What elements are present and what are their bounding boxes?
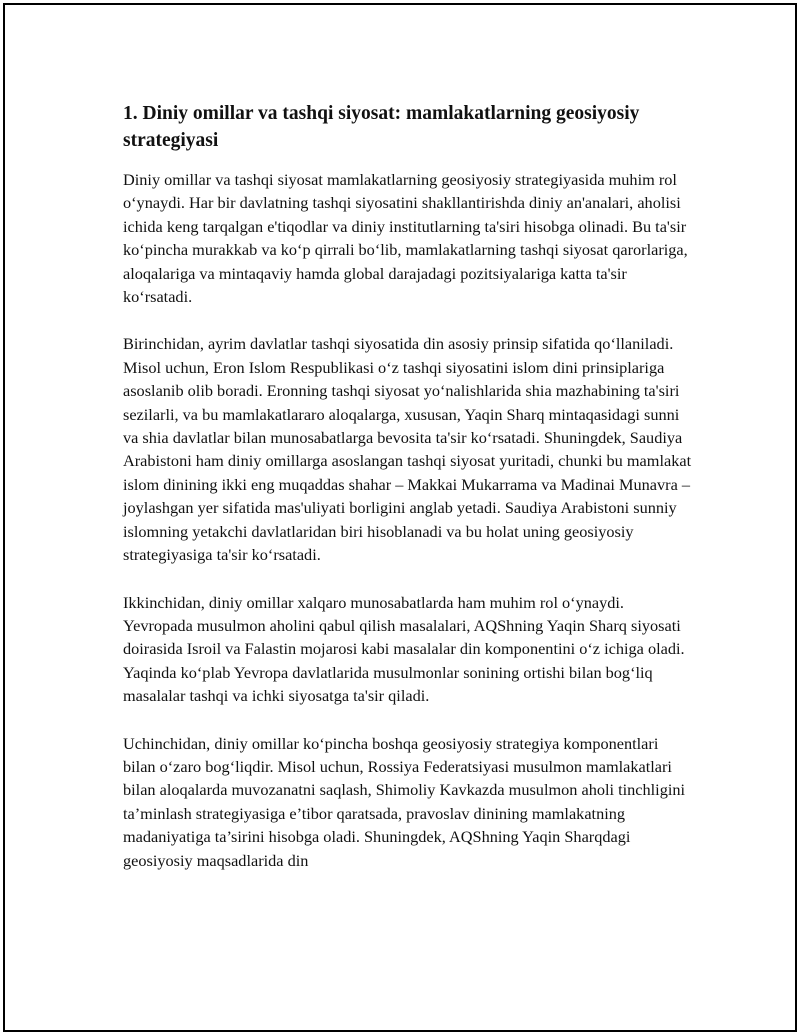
paragraph-second-point: Ikkinchidan, diniy omillar xalqaro munosabatlarda ham muhim rol oʻynaydi. Yevropada musulmon aholini qabul qilish masalalari, AQShning Yaqin Sharq siyosati doirasida Isroil va Falastin mojarosi kabi masalalar din komponentini oʻz ichiga oladi. Yaqinda koʻplab Yevropa davlatlarida musulmonlar sonining ortishi bilan bogʻliq masalalar tashqi va ichki siyosatga ta'sir qiladi.: [123, 592, 685, 706]
paragraph-first-point: Birinchidan, ayrim davlatlar tashqi siyosatida din asosiy prinsip sifatida qoʻllaniladi. Misol uchun, Eron Islom Respublikasi oʻz tashqi siyosatini islom dini prinsiplariga asoslanib olib boradi. Eronning tashqi siyosat yoʻnalishlarida shia mazhabining ta'siri sezilarli, va bu mamlakatlararo aloqalarga, xususan, Yaqin Sharq mintaqasidagi sunni va shia davlatlar bilan munosabatlarga bevosita ta'sir koʻrsatadi. Shuningdek, Saudiya Arabistoni ham diniy omillarga asoslangan tashqi siyosat yuritadi, chunki bu mamlakat islom dinining ikki eng muqaddas shahar – Makkai Mukarrama va Madinai Munavra – joylashgan yer sifatida mas'uliyati borligini anglab yetadi. Saudiya Arabistoni sunniy islomning yetakchi davlatlaridan biri hisoblanadi va bu holat uning geosiyosiy strategiyasiga ta'sir koʻrsatadi.: [123, 334, 692, 565]
paragraph-third-point: Uchinchidan, diniy omillar koʻpincha boshqa geosiyosiy strategiya komponentlari bilan oʻzaro bogʻliqdir. Misol uchun, Rossiya Federatsiyasi musulmon mamlakatlari bilan aloqalarda muvozanatni saqlash, Shimoliy Kavkazda musulmon aholi tinchligini ta’minlash strategiyasiga e’tibor qaratsada, pravoslav dinining mamlakatning madaniyatiga ta’sirini hisobga oladi. Shuningdek, AQShning Yaqin Sharqdagi geosiyosiy maqsadlarida din: [123, 733, 686, 870]
paragraph-intro: Diniy omillar va tashqi siyosat mamlakatlarning geosiyosiy strategiyasida muhim rol oʻynaydi. Har bir davlatning tashqi siyosatini shakllantirishda diniy an'analari, aholisi ichida keng tarqalgan e'tiqodlar va diniy institutlarning ta'siri hisobga olinadi. Bu ta'sir koʻpincha murakkab va koʻp qirrali boʻlib, mamlakatlarning tashqi siyosat qarorlariga, aloqalariga va mintaqaviy hamda global darajadagi pozitsiyalariga katta ta'sir koʻrsatadi.: [123, 170, 688, 307]
section-heading: 1. Diniy omillar va tashqi siyosat: mamlakatlarning geosiyosiy strategiyasi: [123, 103, 640, 151]
document-body: [123, 100, 693, 896]
page-frame: [3, 3, 797, 1032]
